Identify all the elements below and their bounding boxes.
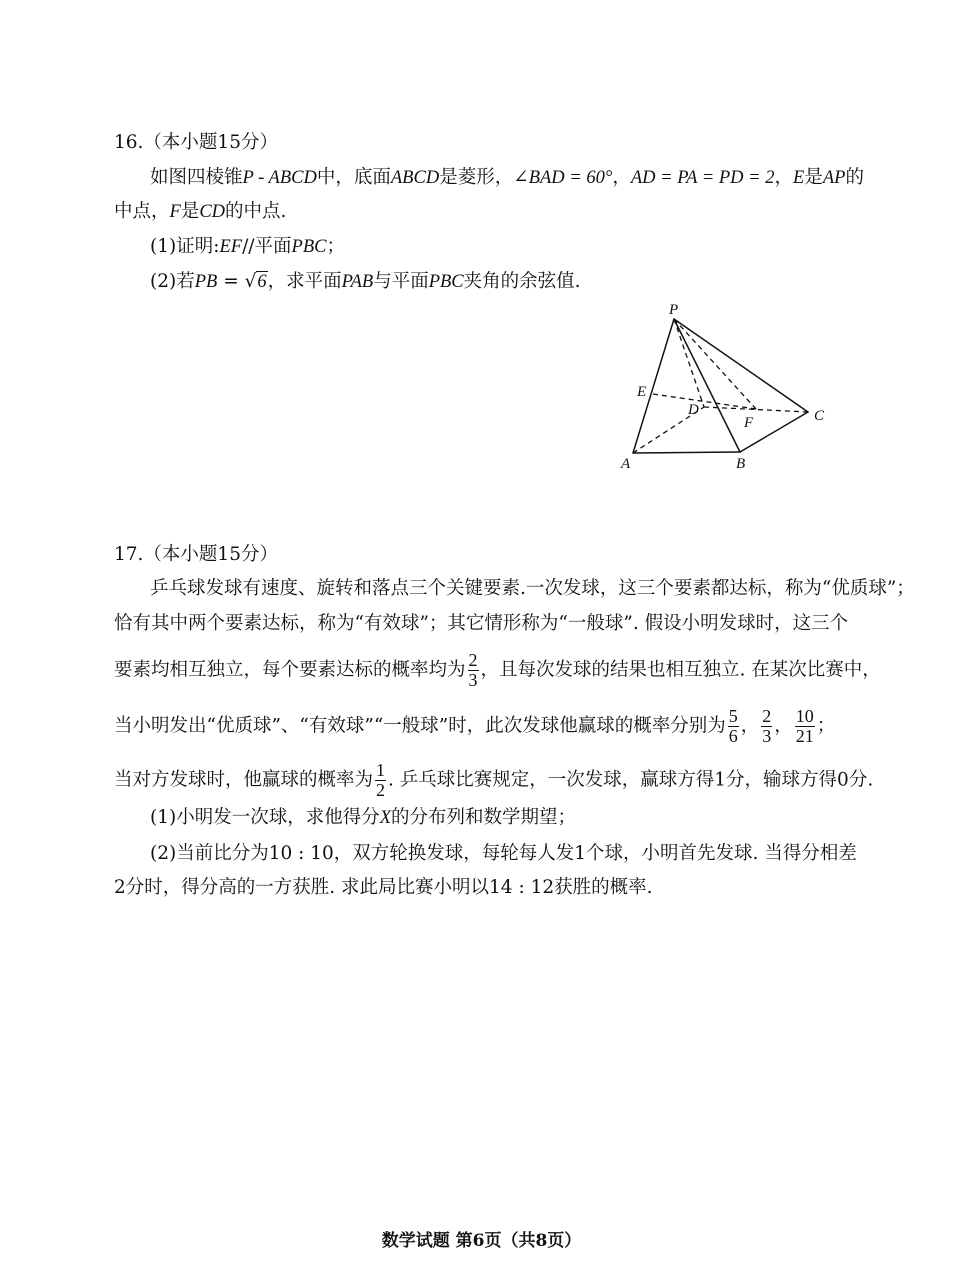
q17-math: X [379, 808, 392, 828]
q17-part1 [150, 806, 576, 830]
q16-math: P - ABCD [242, 168, 317, 188]
q16-text: 与平面 [373, 271, 429, 292]
q17-text: ，且每次发球的结果也相互独立. 在某次比赛中， [480, 659, 881, 681]
q16-math: PBC [291, 237, 327, 257]
fraction-numerator: 10 [795, 706, 814, 726]
q16-text: 夹角的余弦值. [463, 271, 581, 292]
fraction [375, 761, 386, 800]
q17-text: 当对方发球时，他赢球的概率为 [114, 769, 374, 791]
q16-text: = [217, 271, 245, 292]
q16-text: 的中点. [225, 201, 287, 222]
edge-AB [633, 452, 740, 453]
fraction-denominator: 21 [795, 726, 814, 746]
q16-text: (2)若 [150, 271, 195, 292]
q16-part2 [150, 270, 581, 294]
q16-text: 是 [804, 167, 823, 188]
q16-text: 是菱形， [439, 167, 514, 188]
q16-text: 中点， [114, 201, 170, 222]
q16-text: ； [326, 236, 345, 257]
q17-part2-line2: 2分时，得分高的一方获胜. 求此局比赛小明以14 : 12获胜的概率. [114, 877, 653, 898]
edge-PD-hidden [674, 319, 704, 407]
q16-text: //平面 [242, 236, 292, 257]
q16-text: ， [774, 167, 793, 188]
fraction-denominator: 3 [468, 670, 478, 690]
q16-statement-line1 [150, 166, 864, 190]
fraction [761, 707, 772, 746]
label-D: D [688, 402, 699, 418]
q16-math: E [793, 168, 805, 188]
sqrt-expression [245, 271, 268, 292]
q16-math: ABCD [390, 168, 440, 188]
q16-math: PB [194, 272, 218, 292]
q17-text: 当小明发出“优质球”、“有效球”“一般球”时，此次发球他赢球的概率分别为 [114, 715, 726, 737]
q16-text: (1)证明: [150, 236, 220, 257]
fraction-numerator: 2 [762, 706, 772, 726]
q17-text: 要素均相互独立，每个要素达标的概率均为 [114, 659, 466, 681]
page-footer: 数学试题 第6页（共8页） [381, 1231, 582, 1251]
edge-PB [674, 319, 740, 452]
q16-text: 中，底面 [316, 167, 391, 188]
q16-math: ∠BAD = 60° [513, 168, 613, 188]
label-E: E [637, 384, 647, 400]
q16-math: PBC [428, 272, 464, 292]
q16-header: 16.（本小题15分） [114, 132, 278, 153]
fraction-numerator: 1 [376, 760, 386, 780]
q16-part1 [150, 235, 345, 259]
fraction-denominator: 6 [728, 726, 738, 746]
q17-statement-line5 [114, 761, 873, 800]
pyramid-figure [612, 300, 842, 480]
q16-statement-line2 [114, 200, 286, 224]
q17-text: 的分布列和数学期望； [391, 807, 577, 828]
q16-math: PAB [341, 272, 374, 292]
q17-statement-line1: 乒乓球发球有速度、旋转和落点三个关键要素.一次发球，这三个要素都达标，称为“优质球”； [150, 578, 915, 599]
q16-text: 是 [180, 201, 200, 222]
label-P: P [669, 302, 679, 318]
q17-text: ， [740, 715, 760, 737]
sqrt-radicand: 6 [257, 272, 267, 292]
q17-part2-line1: (2)当前比分为10 : 10，双方轮换发球，每轮每人发1个球，小明首先发球. 当得分相差 [150, 843, 857, 864]
q16-math: AD = PA = PD = 2 [630, 168, 775, 188]
sqrt-sign: √ [244, 271, 257, 292]
fraction [795, 707, 815, 746]
edge-PC [674, 319, 808, 412]
q17-text: . 乒乓球比赛规定，一次发球，赢球方得1分，输球方得0分. [388, 769, 874, 791]
q17-header: 17.（本小题15分） [114, 544, 278, 565]
q17-statement-line4 [114, 707, 835, 746]
fraction-denominator: 3 [762, 726, 772, 746]
q17-statement-line3 [114, 651, 881, 690]
fraction [468, 651, 479, 690]
q17-statement-line2: 恰有其中两个要素达标，称为“有效球”；其它情形称为“一般球”. 假设小明发球时，这三个 [114, 613, 849, 634]
q16-text: 的 [845, 167, 864, 188]
q16-math: F [169, 202, 181, 222]
fraction-numerator: 2 [468, 650, 478, 670]
q16-math: EF [219, 237, 243, 257]
q16-text: 如图四棱锥 [150, 167, 243, 188]
label-B: B [736, 456, 746, 472]
q17-text: ， [774, 715, 793, 737]
q16-text: ， [612, 167, 631, 188]
fraction-denominator: 2 [376, 780, 386, 800]
segment-PF-hidden [674, 319, 756, 409]
q17-text: (1)小明发一次球，求他得分 [150, 807, 380, 828]
fraction [728, 707, 739, 746]
label-A: A [621, 456, 631, 472]
label-C: C [814, 408, 825, 424]
label-F: F [744, 415, 754, 431]
q16-math: CD [199, 202, 226, 222]
q16-math: AP [822, 168, 846, 188]
fraction-numerator: 5 [728, 706, 738, 726]
q16-text: ，求平面 [267, 271, 342, 292]
q17-text: ； [816, 715, 836, 737]
